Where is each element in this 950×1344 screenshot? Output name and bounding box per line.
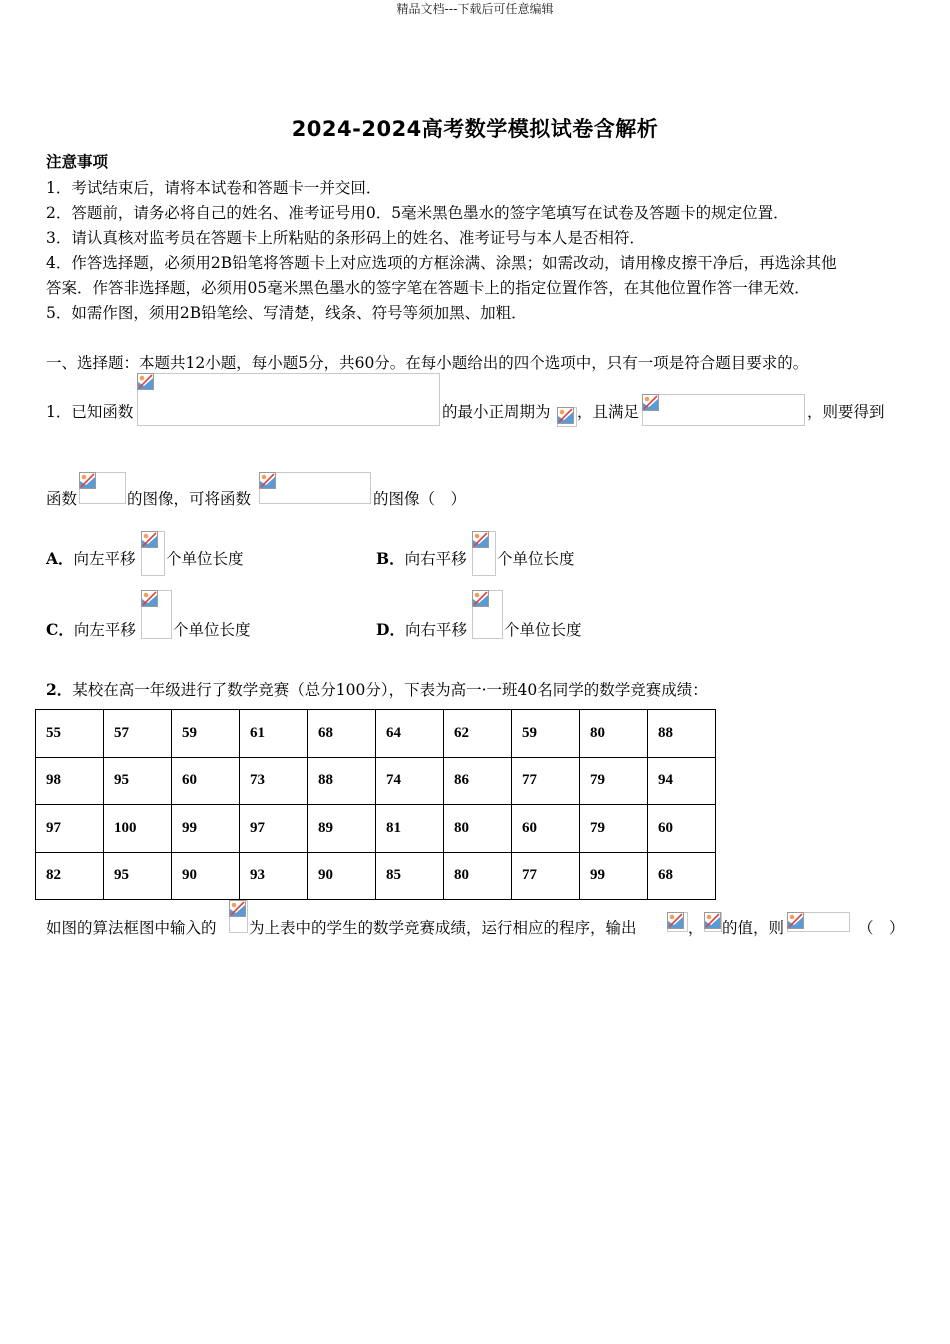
option-letter: D． [376, 620, 405, 639]
table-cell: 93 [240, 852, 308, 900]
table-cell: 68 [308, 710, 376, 758]
table-cell: 60 [648, 805, 716, 853]
table-cell: 99 [580, 852, 648, 900]
table-cell: 90 [308, 852, 376, 900]
q2-text: ， [688, 919, 704, 937]
table-row [36, 757, 716, 805]
section-heading: 一、选择题：本题共12小题，每小题5分，共60分。在每小题给出的四个选项中，只有一项是符合题目要求的。 [46, 354, 809, 372]
option-a[interactable] [46, 547, 136, 569]
table-cell: 95 [104, 852, 172, 900]
table-cell: 79 [580, 805, 648, 853]
notice-item: 2．答题前，请务必将自己的姓名、准考证号用0．5毫米黑色墨水的签字笔填写在试卷及答题卡的规定位置． [46, 204, 789, 222]
table-cell: 74 [376, 757, 444, 805]
page-title: 2024-2024高考数学模拟试卷含解析 [291, 117, 659, 141]
option-d[interactable] [376, 618, 467, 640]
option-c[interactable] [46, 618, 136, 640]
notice-item: 4．作答选择题，必须用2B铅笔将答题卡上对应选项的方框涂满、涂黑；如需改动，请用橡皮擦干净后，再选涂其他 [46, 254, 837, 272]
q2-number: 2． [46, 680, 73, 699]
formula-image [141, 531, 165, 576]
formula-image [259, 472, 371, 504]
notice-heading: 注意事项 [46, 152, 109, 171]
formula-image [667, 912, 688, 932]
q1-text: 的图像，可将函数 [127, 490, 252, 508]
option-letter: B． [376, 549, 405, 568]
broken-image-icon [137, 373, 154, 390]
option-text: 向右平移 [404, 550, 467, 568]
table-cell: 86 [444, 757, 512, 805]
formula-image [472, 590, 503, 639]
q2-text: 为上表中的学生的数学竞赛成绩，运行相应的程序，输出 [249, 919, 637, 937]
table-cell: 88 [308, 757, 376, 805]
broken-image-icon [787, 912, 804, 929]
notice-item: 答案．作答非选择题，必须用05毫米黑色墨水的签字笔在答题卡上的指定位置作答，在其他位置作答一律无效． [46, 279, 810, 297]
table-cell: 60 [512, 805, 580, 853]
broken-image-icon [141, 531, 158, 548]
table-cell: 79 [580, 757, 648, 805]
option-letter: C． [46, 620, 74, 639]
table-cell: 88 [648, 710, 716, 758]
formula-image [229, 900, 248, 933]
table-row [36, 852, 716, 900]
q1-text: ，则要得到 [807, 403, 885, 421]
q1-text: ，且满足 [577, 403, 640, 421]
score-table [35, 709, 716, 900]
table-cell: 59 [172, 710, 240, 758]
table-cell: 100 [104, 805, 172, 853]
table-cell: 68 [648, 852, 716, 900]
formula-image [787, 912, 850, 932]
table-cell: 95 [104, 757, 172, 805]
q1-text: 函数 [46, 490, 78, 508]
table-cell: 97 [240, 805, 308, 853]
table-cell: 90 [172, 852, 240, 900]
q2-intro [46, 678, 708, 700]
broken-image-icon [259, 472, 276, 489]
table-cell: 89 [308, 805, 376, 853]
notice-item: 1．考试结束后，请将本试卷和答题卡一并交回． [46, 179, 382, 197]
option-letter: A． [46, 549, 74, 568]
table-cell: 77 [512, 852, 580, 900]
table-cell: 82 [36, 852, 104, 900]
table-cell: 97 [36, 805, 104, 853]
table-cell: 59 [512, 710, 580, 758]
formula-image [472, 531, 496, 576]
option-text: 个单位长度 [497, 550, 575, 568]
table-cell: 94 [648, 757, 716, 805]
q2-text: （ ） [858, 919, 905, 937]
option-text: 个单位长度 [504, 621, 582, 639]
broken-image-icon [229, 900, 246, 917]
formula-image [642, 394, 805, 426]
table-cell: 57 [104, 710, 172, 758]
table-cell: 64 [376, 710, 444, 758]
q1-text: 的最小正周期为 [442, 403, 551, 421]
table-cell: 85 [376, 852, 444, 900]
table-row [36, 805, 716, 853]
table-cell: 77 [512, 757, 580, 805]
table-cell: 61 [240, 710, 308, 758]
formula-image [557, 407, 577, 427]
table-cell: 98 [36, 757, 104, 805]
broken-image-icon [472, 590, 489, 607]
table-cell: 62 [444, 710, 512, 758]
broken-image-icon [704, 912, 721, 929]
table-row [36, 710, 716, 758]
option-text: 向左平移 [73, 621, 136, 639]
option-text: 个单位长度 [166, 550, 244, 568]
table-cell: 80 [444, 805, 512, 853]
q2-text: 的值，则 [722, 919, 785, 937]
table-cell: 55 [36, 710, 104, 758]
option-text: 向右平移 [404, 621, 467, 639]
option-text: 个单位长度 [173, 621, 251, 639]
broken-image-icon [642, 394, 659, 411]
broken-image-icon [141, 590, 158, 607]
table-cell: 81 [376, 805, 444, 853]
option-text: 向左平移 [73, 550, 136, 568]
formula-image [79, 472, 126, 504]
notice-item: 3．请认真核对监考员在答题卡上所粘贴的条形码上的姓名、准考证号与本人是否相符． [46, 229, 645, 247]
formula-image [137, 373, 440, 426]
q2-intro-text: 某校在高一年级进行了数学竞赛（总分100分），下表为高一·一班40名同学的数学竞赛成绩： [72, 681, 708, 699]
formula-image [141, 590, 172, 639]
notice-item: 5．如需作图，须用2B铅笔绘、写清楚，线条、符号等须加黑、加粗． [46, 304, 527, 322]
formula-image [704, 912, 722, 932]
q1-text: 的图像（ ） [373, 490, 467, 508]
broken-image-icon [667, 912, 684, 929]
broken-image-icon [557, 407, 574, 424]
q2-text: 如图的算法框图中输入的 [46, 919, 217, 937]
table-cell: 73 [240, 757, 308, 805]
page-header: 精品文档---下载后可任意编辑 [396, 2, 554, 16]
broken-image-icon [79, 472, 96, 489]
table-cell: 80 [580, 710, 648, 758]
table-cell: 60 [172, 757, 240, 805]
option-b[interactable] [376, 547, 467, 569]
table-cell: 99 [172, 805, 240, 853]
table-cell: 80 [444, 852, 512, 900]
q1-text: 1．已知函数 [46, 403, 134, 421]
broken-image-icon [472, 531, 489, 548]
